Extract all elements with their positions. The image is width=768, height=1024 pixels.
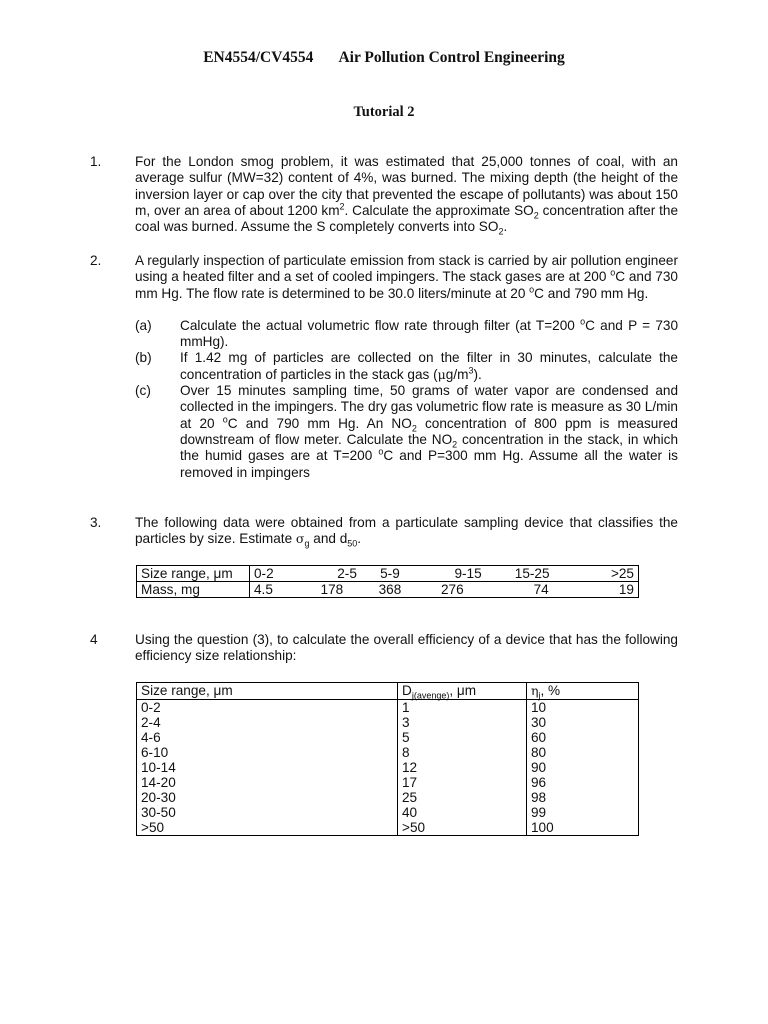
question-number: 4 xyxy=(90,632,98,647)
part-c xyxy=(135,383,678,481)
tutorial-title: Tutorial 2 xyxy=(353,104,415,120)
part-label: (c) xyxy=(135,383,151,399)
part-label: (a) xyxy=(135,317,152,333)
question-number: 3. xyxy=(90,515,102,530)
table-header-row xyxy=(137,683,639,700)
question-text: Using the question (3), to calculate the overall efficiency of a device that has the following efficiency size relationship: xyxy=(135,632,678,664)
efficiency-size-table xyxy=(136,682,639,836)
part-a xyxy=(135,318,678,351)
course-header xyxy=(0,49,768,67)
table-row: 6-10 8 80 xyxy=(137,745,639,760)
table-row: 10-14 12 90 xyxy=(137,760,639,775)
table-row: >50 >50 100 xyxy=(137,820,639,836)
column-header-size-range: Size range, μm xyxy=(137,683,398,700)
part-label: (b) xyxy=(135,350,152,366)
column-header-efficiency: $\eta_j$, % xyxy=(527,683,639,700)
table-row: 4-6 5 60 xyxy=(137,730,639,745)
column-header-diameter: $D_{j(avenge)}$, μm xyxy=(398,683,527,700)
table-row: Mass, mg 4.5 178 368 276 74 19 xyxy=(137,582,639,598)
question-text: The following data were obtained from a particulate sampling device that classifies the particles by size. Estimate $\sigma_g$ and $d_{50}$. xyxy=(135,515,678,550)
course-code: EN4554/CV4554 xyxy=(203,49,314,66)
table-row: Size range, μm 0-2 2-5 5-9 9-15 15-25 >25 xyxy=(137,566,639,582)
table-row: 30-50 40 99 xyxy=(137,805,639,820)
question-intro: A regularly inspection of particulate emission from stack is carried by air pollution engineer using a heated filter and a set of cooled impingers. The stack gases are at 200 $^o$C and 730 mm Hg. The flow rate is determined to be 30.0 liters/minute at 20 $^o$C and 790 mm Hg. xyxy=(135,253,678,301)
particle-size-mass-table xyxy=(136,565,639,598)
part-text: Over 15 minutes sampling time, 50 grams of water vapor are condensed and collected in the impingers. The dry gas volumetric flow rate is measure as 30 L/min at 20 $^o$C and 790 mm Hg. An $NO_2$ concentration of 800 ppm is measured downstream of flow meter. Calculate the $NO_2$ concentration in the stack, in which the humid gases are at T=200 $^o$C and P=300 mm Hg. Assume all the water is removed in impingers xyxy=(180,383,678,480)
table-row: 2-4 3 30 xyxy=(137,715,639,730)
part-b xyxy=(135,350,678,383)
question-number: 1. xyxy=(90,154,102,169)
question-number: 2. xyxy=(90,253,102,268)
table-row: 14-20 17 96 xyxy=(137,775,639,790)
part-text: Calculate the actual volumetric flow rate through filter (at T=200 $^o$C and P = 730 mmHg). xyxy=(180,316,678,350)
question-text xyxy=(135,253,678,481)
table-row: 20-30 25 98 xyxy=(137,790,639,805)
table-row: 0-2 1 10 xyxy=(137,700,639,716)
part-text: If 1.42 mg of particles are collected on the filter in 30 minutes, calculate the concentration of particles in the stack gas $(\mu g/m^3)$. xyxy=(180,350,678,382)
question-text: For the London smog problem, it was estimated that 25,000 tonnes of coal, with an average sulfur (MW=32) content of 4%, was burned. The mixing depth (the height of the inversion layer or cap over the city that prevented the escape of pollutants) was about 150 m, over an area of about 1200 $km^2$. Calculate the approximate $SO_2$ concentration after the coal was burned. Assume the S completely converts into $SO_2$. xyxy=(135,154,679,237)
course-title: Air Pollution Control Engineering xyxy=(338,49,565,66)
